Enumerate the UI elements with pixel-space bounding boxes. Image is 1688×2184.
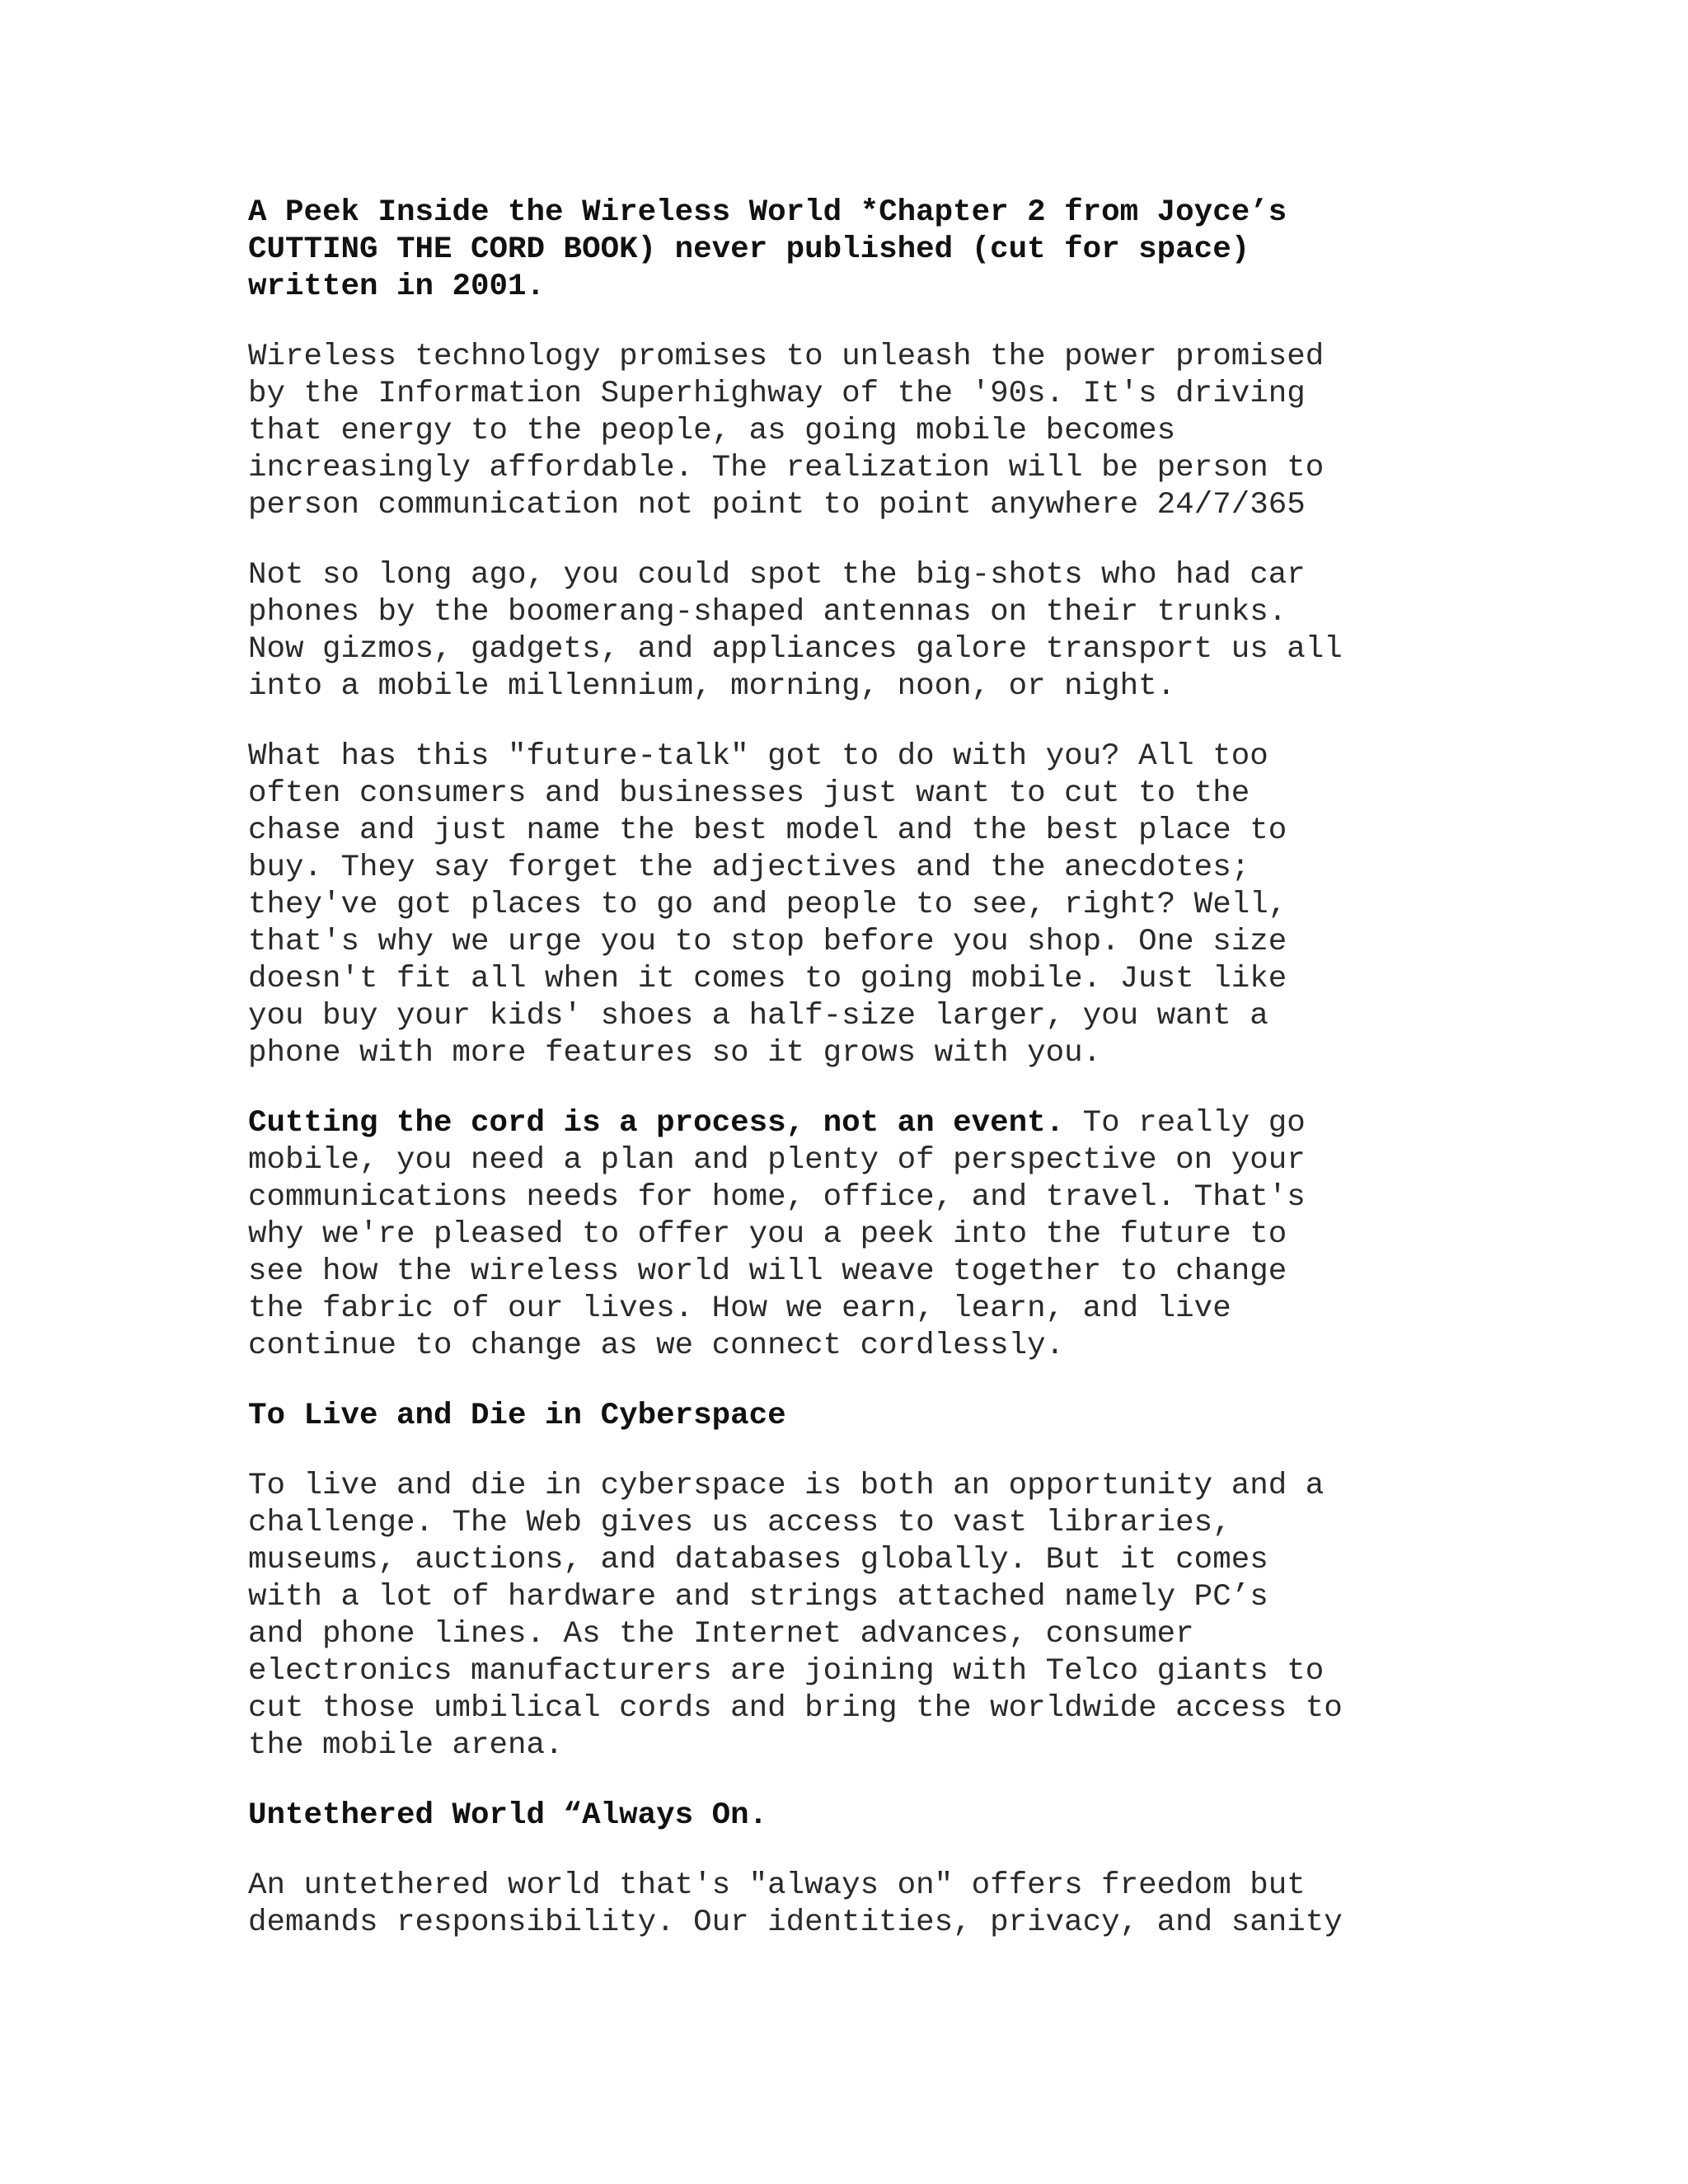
paragraph-wireless-technology: [248, 339, 1443, 524]
paragraph-cyberspace: [248, 1468, 1443, 1765]
text-line: doesn't fit all when it comes to going mobile. Just like: [248, 962, 1287, 996]
text-line: Wireless technology promises to unleash the power promised: [248, 340, 1325, 374]
text-line: that's why we urge you to stop before you shop. One size: [248, 925, 1287, 959]
text-line: the mobile arena.: [248, 1728, 564, 1763]
text-line: buy. They say forget the adjectives and the anecdotes;: [248, 851, 1250, 885]
text-line: phones by the boomerang-shaped antennas on their trunks.: [248, 595, 1287, 630]
text-line: demands responsibility. Our identities, privacy, and sanity: [248, 1905, 1343, 1940]
heading-text: To Live and Die in Cyberspace: [248, 1399, 786, 1433]
text-line: why we're pleased to offer you a peek into the future to: [248, 1217, 1287, 1252]
text-line: challenge. The Web gives us access to vast libraries,: [248, 1506, 1231, 1540]
text-line: they've got places to go and people to see, right? Well,: [248, 888, 1287, 922]
text-line: [248, 1105, 1443, 1142]
title-line: written in 2001.: [248, 269, 546, 304]
heading-text: Untethered World “Always On.: [248, 1798, 768, 1833]
section-heading: [248, 1797, 1443, 1835]
text-line: continue to change as we connect cordlessly.: [248, 1329, 1065, 1363]
text-line: phone with more features so it grows with you.: [248, 1036, 1102, 1071]
text-line: with a lot of hardware and strings attached namely PC’s: [248, 1580, 1268, 1615]
text-line: you buy your kids' shoes a half-size larger, you want a: [248, 999, 1268, 1033]
text-line: person communication not point to point anywhere 24/7/365: [248, 488, 1306, 523]
text-run: To really go: [1064, 1106, 1306, 1141]
text-line: electronics manufacturers are joining with Telco giants to: [248, 1654, 1325, 1689]
text-line: into a mobile millennium, morning, noon, or night.: [248, 669, 1176, 704]
text-line: by the Information Superhighway of the '90s. It's driving: [248, 377, 1306, 411]
paragraph-cutting-the-cord: [248, 1105, 1443, 1365]
text-line: that energy to the people, as going mobile becomes: [248, 414, 1176, 448]
text-line: often consumers and businesses just want to cut to the: [248, 776, 1250, 811]
text-line: the fabric of our lives. How we earn, learn, and live: [248, 1291, 1231, 1326]
section-heading: [248, 1398, 1443, 1435]
title-line: A Peek Inside the Wireless World *Chapter 2 from Joyce’s: [248, 195, 1287, 230]
text-line: museums, auctions, and databases globally. But it comes: [248, 1543, 1268, 1577]
document-title: [248, 194, 1443, 306]
title-line: CUTTING THE CORD BOOK) never published (cut for space): [248, 232, 1250, 267]
text-line: see how the wireless world will weave together to change: [248, 1254, 1287, 1289]
lead-sentence: Cutting the cord is a process, not an event.: [248, 1106, 1065, 1141]
paragraph-untethered: [248, 1868, 1443, 1942]
document-body: [248, 194, 1443, 1975]
text-line: mobile, you need a plan and plenty of perspective on your: [248, 1143, 1306, 1178]
paragraph-future-talk: [248, 738, 1443, 1072]
text-line: An untethered world that's "always on" offers freedom but: [248, 1868, 1306, 1903]
text-line: cut those umbilical cords and bring the worldwide access to: [248, 1691, 1343, 1726]
text-line: Now gizmos, gadgets, and appliances galore transport us all: [248, 632, 1343, 667]
text-line: and phone lines. As the Internet advances, consumer: [248, 1617, 1194, 1652]
text-line: To live and die in cyberspace is both an opportunity and a: [248, 1469, 1325, 1503]
paragraph-car-phones: [248, 557, 1443, 705]
text-line: chase and just name the best model and the best place to: [248, 813, 1287, 848]
text-line: increasingly affordable. The realization will be person to: [248, 451, 1325, 485]
text-line: What has this "future-talk" got to do with you? All too: [248, 739, 1268, 774]
text-line: Not so long ago, you could spot the big-shots who had car: [248, 558, 1306, 593]
text-line: communications needs for home, office, and travel. That's: [248, 1180, 1306, 1215]
